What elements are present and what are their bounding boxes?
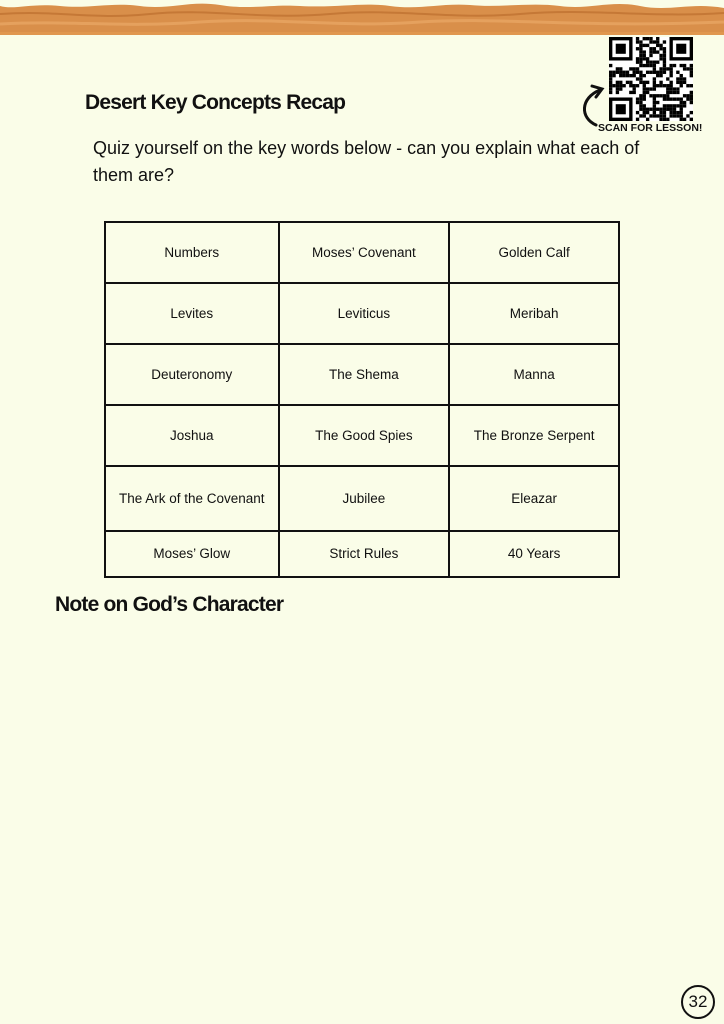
scan-label: SCAN FOR LESSON!	[598, 122, 703, 134]
table-cell: Leviticus	[279, 283, 450, 344]
table-cell: Golden Calf	[449, 222, 619, 283]
table-cell: 40 Years	[449, 531, 619, 577]
table-row	[105, 283, 619, 344]
intro-text: Quiz yourself on the key words below - can you explain what each of them are?	[93, 138, 640, 185]
table-cell: The Ark of the Covenant	[105, 466, 279, 531]
table-cell: Moses’ Glow	[105, 531, 279, 577]
table-cell: Meribah	[449, 283, 619, 344]
page-number: 32	[681, 985, 715, 1019]
table-cell: Manna	[449, 344, 619, 405]
table-cell: Strict Rules	[279, 531, 450, 577]
table-row	[105, 222, 619, 283]
table-cell: The Good Spies	[279, 405, 450, 466]
table-cell: The Shema	[279, 344, 450, 405]
table-cell: Levites	[105, 283, 279, 344]
page-title: Desert Key Concepts Recap	[85, 91, 346, 114]
desert-dunes-banner	[0, 0, 724, 35]
qr-code[interactable]	[609, 37, 693, 121]
table-cell: Deuteronomy	[105, 344, 279, 405]
table-row	[105, 466, 619, 531]
table-cell: Joshua	[105, 405, 279, 466]
table-row	[105, 344, 619, 405]
key-concepts-table	[104, 221, 620, 578]
section-title: Note on God’s Character	[55, 593, 284, 616]
table-cell: Moses’ Covenant	[279, 222, 450, 283]
table-cell: The Bronze Serpent	[449, 405, 619, 466]
table-row	[105, 531, 619, 577]
table-row	[105, 405, 619, 466]
table-cell: Numbers	[105, 222, 279, 283]
table-cell: Eleazar	[449, 466, 619, 531]
table-cell: Jubilee	[279, 466, 450, 531]
